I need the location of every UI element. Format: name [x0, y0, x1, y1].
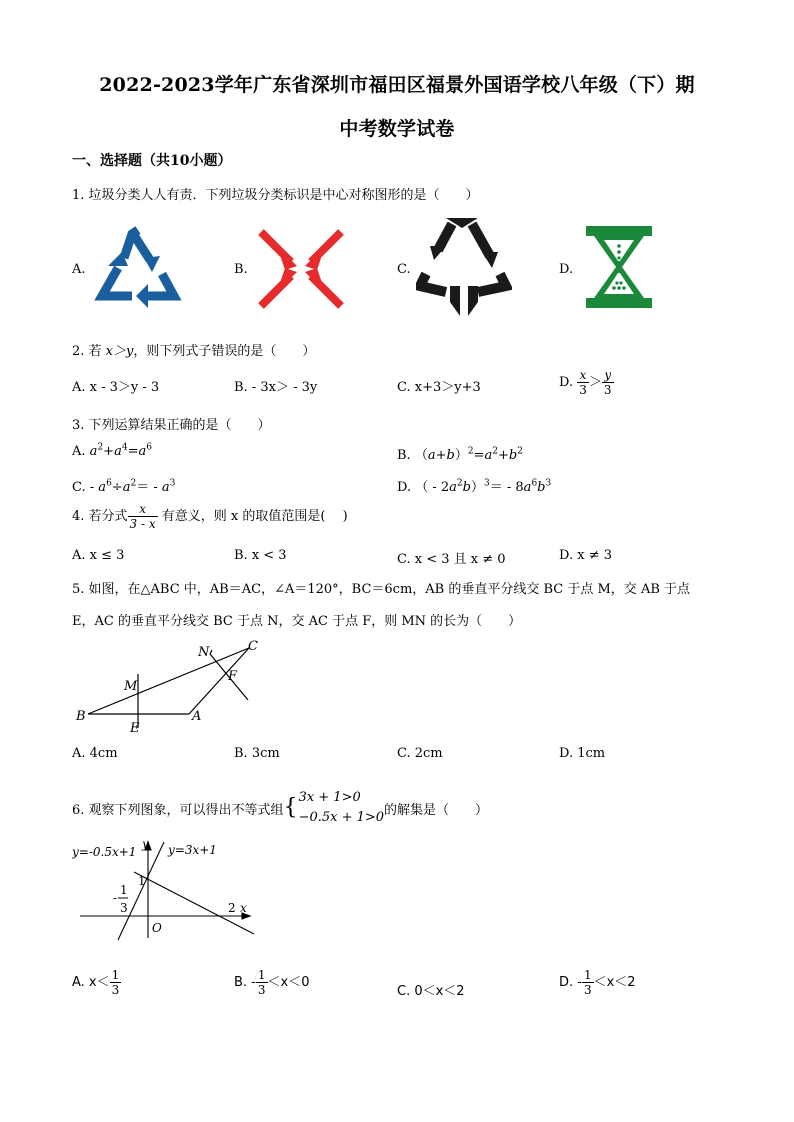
q5-option-b[interactable]: B. 3cm: [234, 746, 280, 761]
graph-origin-label: O: [152, 921, 162, 935]
graph-tick-frac-num: 1: [120, 883, 128, 897]
q1-option-c-label: C.: [397, 262, 411, 277]
q5-option-c[interactable]: C. 2cm: [397, 746, 443, 761]
q2-stem-var: x＞y: [105, 344, 134, 359]
q1-stem: 1. 垃圾分类人人有责．下列垃圾分类标识是中心对称图形的是（ ）: [72, 188, 479, 203]
left-brace: {: [283, 795, 298, 820]
q4-option-b[interactable]: B. x < 3: [234, 548, 287, 563]
q2-d-op: ＞: [588, 375, 602, 390]
fig-label-m: M: [124, 679, 138, 694]
q6-option-d[interactable]: D. - $\frac{1}{3}$ ＜x＜2: [559, 968, 636, 997]
q6-inequality-system: 3x + 1>0 −0.5x + 1>0: [298, 790, 385, 825]
page-title-line1: 2022-2023学年广东省深圳市福田区福景外国语学校八年级（下）期: [99, 74, 695, 96]
graph-line1-label: y=-0.5x+1: [72, 845, 137, 859]
section-heading: 一、选择题（共10小题）: [72, 153, 232, 169]
q6-option-b[interactable]: B. - $\frac{1}{3}$ ＜x＜0: [234, 968, 310, 997]
graph-x-axis-label: x: [240, 901, 247, 915]
q4-stem: 4. 若分式 $\frac{x}{3 - x}$ 有意义，则 x 的取值范围是( ): [72, 502, 348, 531]
q3-option-b[interactable]: B. $(a+b)^2=a^2+b^2$: [397, 446, 523, 463]
graph-line2-label: y=3x+1: [168, 843, 217, 857]
graph-tick-one: 1: [138, 874, 146, 888]
fig-label-c: C: [248, 639, 258, 654]
q2-stem-post: ，则下列式子错误的是（ ）: [133, 344, 316, 359]
q2-d-fraction-left: $\frac{x}{3}$: [579, 368, 587, 397]
q4-option-c[interactable]: C. x < 3 且 x ≠ 0: [397, 552, 506, 567]
fig-label-n: N: [198, 645, 210, 660]
q2-stem: [72, 340, 315, 359]
q2-option-b[interactable]: B. - 3x＞ - 3y: [234, 380, 318, 395]
q1-option-d-label: D.: [559, 262, 574, 277]
q6-option-c[interactable]: C. 0＜x＜2: [397, 984, 465, 999]
q6-option-a[interactable]: A. x＜ $\frac{1}{3}$: [72, 968, 120, 997]
q3-option-a[interactable]: A. $a^2+a^4=a^6$: [72, 442, 152, 459]
q1-option-b-label: B.: [234, 262, 248, 277]
q2-option-d-label: D.: [559, 375, 574, 390]
q5-line1: 5. 如图，在△ABC 中，AB＝AC，∠A＝120°，BC＝6cm，AB 的垂直平分线交 BC 于点 M，交 AB 于点: [72, 582, 691, 597]
q5-line2: E，AC 的垂直平分线交 BC 于点 N，交 AC 于点 F，则 MN 的长为（ ）: [72, 614, 522, 629]
graph-y-axis-label: y: [142, 838, 149, 851]
graph-tick-two: 2: [228, 901, 236, 915]
triangle-figure: [72, 636, 272, 734]
q2-option-a[interactable]: A. x - 3＞y - 3: [72, 380, 160, 395]
q5-option-d[interactable]: D. 1cm: [559, 746, 606, 761]
q6-graph: [72, 838, 256, 942]
q3-option-c[interactable]: C. - $a^6\div a^2= - a^3$: [72, 478, 176, 495]
q5-option-a[interactable]: A. 4cm: [72, 746, 118, 761]
page-title-line2: 中考数学试卷: [339, 118, 455, 140]
fig-label-b: B: [76, 709, 86, 724]
q4-option-d[interactable]: D. x ≠ 3: [559, 548, 612, 563]
q4-option-a[interactable]: A. x ≤ 3: [72, 548, 125, 563]
fig-label-e: E: [130, 721, 140, 734]
hourglass-green-icon: [584, 224, 654, 310]
q6-stem: 6. 观察下列图象，可以得出不等式组{ 3x + 1>0 −0.5x + 1>0 的解集是（ ）: [72, 788, 488, 828]
q4-fraction: $\frac{x}{3 - x}$: [129, 502, 156, 531]
recycle-blue-icon: [92, 222, 184, 310]
q3-option-d[interactable]: D. （ - $2a^2b)^3= - 8a^6b^3$: [397, 478, 552, 495]
fig-label-a: A: [192, 709, 202, 724]
graph-tick-frac-den: 3: [120, 901, 128, 915]
q2-d-fraction-right: $\frac{y}{3}$: [603, 368, 612, 397]
q1-option-a-label: A.: [72, 262, 86, 277]
q2-option-c[interactable]: C. x+3＞y+3: [397, 380, 481, 395]
recycle-black-icon: [416, 216, 512, 320]
q3-stem: 3. 下列运算结果正确的是（ ）: [72, 418, 271, 433]
q2-option-d[interactable]: [559, 368, 614, 397]
q2-stem-pre: 2. 若: [72, 344, 106, 359]
arrows-cross-red-icon: [255, 226, 347, 312]
fig-label-f: F: [228, 669, 238, 684]
graph-tick-frac-sign: -: [113, 891, 118, 905]
